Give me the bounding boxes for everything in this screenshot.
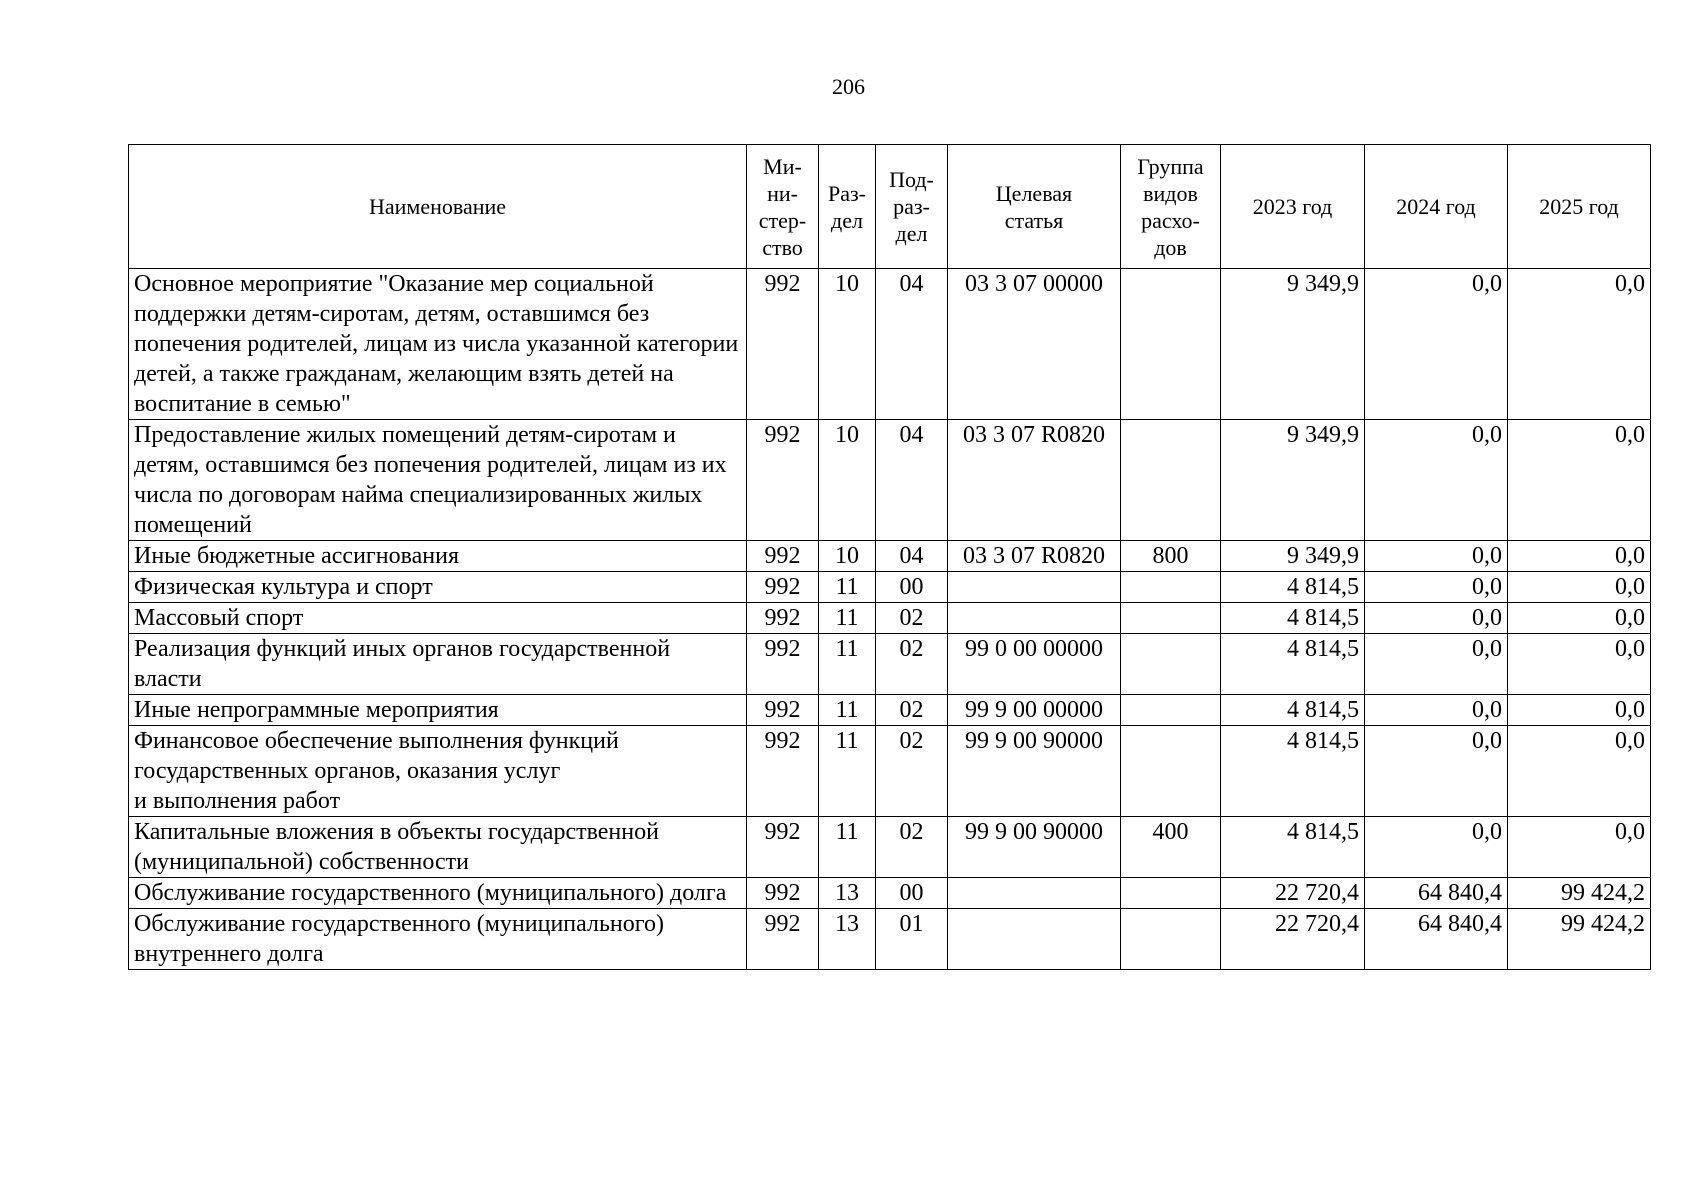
cell-2025: 0,0	[1508, 269, 1651, 420]
table-body	[129, 269, 1651, 970]
header-subsection-label: Под- раз- дел	[889, 167, 934, 246]
table-row	[129, 817, 1651, 878]
cell-section: 10	[819, 269, 876, 420]
header-target-label: Целевая статья	[995, 180, 1073, 233]
cell-target: 03 3 07 00000	[948, 269, 1121, 420]
cell-ministry: 992	[747, 541, 819, 572]
cell-2024: 0,0	[1365, 269, 1508, 420]
cell-ministry: 992	[747, 634, 819, 695]
cell-2025: 99 424,2	[1508, 909, 1651, 970]
cell-expense-group	[1121, 695, 1221, 726]
cell-ministry: 992	[747, 695, 819, 726]
cell-expense-group	[1121, 634, 1221, 695]
cell-ministry: 992	[747, 603, 819, 634]
cell-name: Обслуживание государственного (муниципального) долга	[129, 878, 747, 909]
cell-2023: 22 720,4	[1221, 909, 1365, 970]
cell-name: Обслуживание государственного (муниципального) внутреннего долга	[129, 909, 747, 970]
cell-target: 99 9 00 90000	[948, 817, 1121, 878]
cell-name: Финансовое обеспечение выполнения функций государственных органов, оказания услуг и выполнения работ	[129, 726, 747, 817]
cell-2025: 0,0	[1508, 603, 1651, 634]
cell-section: 13	[819, 909, 876, 970]
cell-2023: 4 814,5	[1221, 634, 1365, 695]
header-name: Наименование	[129, 145, 747, 269]
cell-expense-group	[1121, 726, 1221, 817]
cell-2024: 0,0	[1365, 420, 1508, 541]
cell-section: 11	[819, 572, 876, 603]
cell-target	[948, 909, 1121, 970]
cell-expense-group: 400	[1121, 817, 1221, 878]
cell-expense-group	[1121, 420, 1221, 541]
page-number: 206	[832, 74, 865, 99]
cell-ministry: 992	[747, 909, 819, 970]
cell-2024: 0,0	[1365, 634, 1508, 695]
cell-name: Иные непрограммные мероприятия	[129, 695, 747, 726]
cell-subsection: 02	[876, 817, 948, 878]
cell-2024: 0,0	[1365, 603, 1508, 634]
cell-ministry: 992	[747, 817, 819, 878]
header-section	[819, 145, 876, 269]
cell-target	[948, 603, 1121, 634]
table-row	[129, 420, 1651, 541]
header-ministry-label: Ми- ни- стер- ство	[758, 153, 807, 260]
cell-section: 10	[819, 541, 876, 572]
cell-ministry: 992	[747, 878, 819, 909]
table-header	[129, 145, 1651, 269]
cell-name: Предоставление жилых помещений детям-сиротам и детям, оставшимся без попечения родителей, лицам из их числа по договорам найма специализированных жилых помещений	[129, 420, 747, 541]
cell-2023: 4 814,5	[1221, 695, 1365, 726]
cell-subsection: 02	[876, 634, 948, 695]
cell-subsection: 00	[876, 572, 948, 603]
cell-expense-group	[1121, 878, 1221, 909]
cell-2025: 0,0	[1508, 572, 1651, 603]
cell-target: 99 9 00 00000	[948, 695, 1121, 726]
cell-subsection: 04	[876, 541, 948, 572]
table-row	[129, 909, 1651, 970]
cell-name: Реализация функций иных органов государственной власти	[129, 634, 747, 695]
cell-2023: 9 349,9	[1221, 541, 1365, 572]
cell-2024: 0,0	[1365, 726, 1508, 817]
cell-expense-group: 800	[1121, 541, 1221, 572]
cell-name: Иные бюджетные ассигнования	[129, 541, 747, 572]
table-row	[129, 634, 1651, 695]
cell-name: Физическая культура и спорт	[129, 572, 747, 603]
cell-subsection: 04	[876, 420, 948, 541]
cell-section: 11	[819, 603, 876, 634]
table-row	[129, 726, 1651, 817]
cell-2023: 4 814,5	[1221, 817, 1365, 878]
cell-name: Капитальные вложения в объекты государственной (муниципальной) собственности	[129, 817, 747, 878]
cell-section: 10	[819, 420, 876, 541]
header-expense-group	[1121, 145, 1221, 269]
cell-2024: 64 840,4	[1365, 909, 1508, 970]
cell-2025: 0,0	[1508, 726, 1651, 817]
cell-2025: 0,0	[1508, 420, 1651, 541]
header-2023: 2023 год	[1221, 145, 1365, 269]
cell-2024: 0,0	[1365, 541, 1508, 572]
cell-target	[948, 878, 1121, 909]
table-row	[129, 878, 1651, 909]
cell-2023: 4 814,5	[1221, 572, 1365, 603]
cell-name: Основное мероприятие "Оказание мер социальной поддержки детям-сиротам, детям, оставшимся без попечения родителей, лицам из числа указанной категории детей, а также гражданам, желающим взять детей на воспитание в семью"	[129, 269, 747, 420]
header-row	[129, 145, 1651, 269]
cell-2023: 9 349,9	[1221, 269, 1365, 420]
budget-table	[128, 144, 1651, 970]
cell-expense-group	[1121, 269, 1221, 420]
cell-2024: 0,0	[1365, 572, 1508, 603]
header-ministry	[747, 145, 819, 269]
cell-subsection: 02	[876, 726, 948, 817]
cell-name: Массовый спорт	[129, 603, 747, 634]
cell-expense-group	[1121, 909, 1221, 970]
header-2024: 2024 год	[1365, 145, 1508, 269]
cell-section: 11	[819, 634, 876, 695]
cell-2025: 0,0	[1508, 817, 1651, 878]
cell-2025: 0,0	[1508, 695, 1651, 726]
table-row	[129, 269, 1651, 420]
cell-2023: 4 814,5	[1221, 726, 1365, 817]
cell-2024: 64 840,4	[1365, 878, 1508, 909]
cell-section: 13	[819, 878, 876, 909]
table-row	[129, 541, 1651, 572]
cell-2023: 22 720,4	[1221, 878, 1365, 909]
cell-subsection: 02	[876, 695, 948, 726]
header-subsection	[876, 145, 948, 269]
header-2025: 2025 год	[1508, 145, 1651, 269]
cell-expense-group	[1121, 572, 1221, 603]
cell-subsection: 00	[876, 878, 948, 909]
cell-subsection: 04	[876, 269, 948, 420]
cell-2025: 0,0	[1508, 634, 1651, 695]
cell-target: 03 3 07 R0820	[948, 541, 1121, 572]
header-target	[948, 145, 1121, 269]
cell-ministry: 992	[747, 726, 819, 817]
cell-2025: 0,0	[1508, 541, 1651, 572]
cell-2025: 99 424,2	[1508, 878, 1651, 909]
cell-2024: 0,0	[1365, 817, 1508, 878]
header-section-label: Раз- дел	[827, 180, 867, 233]
cell-target	[948, 572, 1121, 603]
cell-ministry: 992	[747, 572, 819, 603]
cell-2024: 0,0	[1365, 695, 1508, 726]
cell-expense-group	[1121, 603, 1221, 634]
cell-2023: 9 349,9	[1221, 420, 1365, 541]
cell-section: 11	[819, 695, 876, 726]
cell-target: 99 9 00 90000	[948, 726, 1121, 817]
header-expense-group-label: Группа видов расхо- дов	[1137, 153, 1204, 260]
cell-2023: 4 814,5	[1221, 603, 1365, 634]
cell-subsection: 02	[876, 603, 948, 634]
cell-target: 03 3 07 R0820	[948, 420, 1121, 541]
table-row	[129, 695, 1651, 726]
cell-ministry: 992	[747, 269, 819, 420]
table-row	[129, 603, 1651, 634]
cell-ministry: 992	[747, 420, 819, 541]
cell-section: 11	[819, 726, 876, 817]
cell-section: 11	[819, 817, 876, 878]
cell-target: 99 0 00 00000	[948, 634, 1121, 695]
cell-subsection: 01	[876, 909, 948, 970]
table-row	[129, 572, 1651, 603]
